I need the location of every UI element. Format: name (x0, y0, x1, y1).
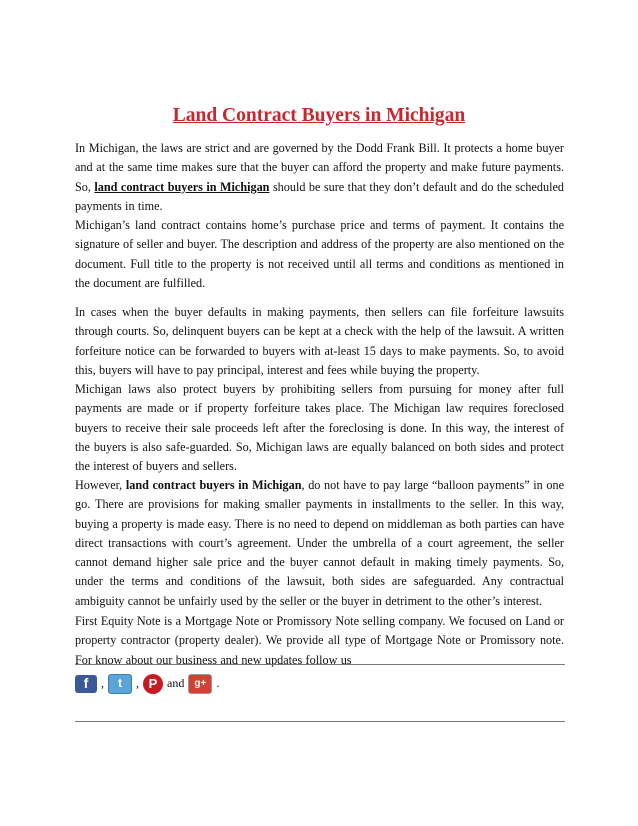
paragraph-1-post: should be sure that they don’t default and do the scheduled payments in time. (75, 179, 565, 213)
paragraph-5-keyword: land contract buyers in Michigan (125, 478, 302, 492)
paragraph-3: In cases when the buyer defaults in making payments, then sellers can file forfeiture lawsuits through courts. So, delinquent buyers can be kept at a check with the help of the lawsuit. A written forfeiture notice can be forwarded to buyers with at-least 15 days to make payments. So, to avoid this, buyers will have to pay principal, interest and fees while buying the property. (75, 305, 564, 377)
paragraph-2: Michigan’s land contract contains home’s purchase price and terms of payment. It contains the signature of seller and buyer. The description and address of the property are also mentioned on the document. Full title to the property is not received until all terms and conditions as mentioned in the document are fulfilled. (75, 218, 564, 290)
social-separator-1: , (101, 676, 104, 691)
social-links (75, 673, 223, 695)
paragraph-1-pre: In Michigan, the laws are strict and are governed by the Dodd Frank Bill. It protects a home buyer and at the same time makes sure that the buyer can afford the property and make future payments. So, (75, 141, 564, 194)
divider-top (75, 664, 565, 665)
paragraph-5-post: , do not have to pay large “balloon payments” in one go. There are provisions for making smaller payments in installments to the seller. In this way, buying a property is made easy. There is no need to depend on middleman as both parties can have direct transactions with court’s agreement. Under the umbrella of a court agreement, the seller cannot demand higher sale price and the buyer cannot default in making timely payments. So, under the terms and conditions of the lawsuit, both sides are safeguarded. Any contractual ambiguity cannot be unfairly used by the seller or the buyer in detriment to the other’s interest. (75, 478, 564, 608)
paragraph-5 (75, 476, 564, 611)
divider-bottom (75, 721, 565, 722)
paragraph-1 (75, 139, 564, 216)
paragraph-6: First Equity Note is a Mortgage Note or Promissory Note selling company. We focused on Land or property contractor (property dealer). We provide all type of Mortgage Note or Promissory note. For know about our business and new updates follow us (75, 614, 564, 667)
facebook-icon[interactable]: f (75, 675, 97, 693)
paragraph-4: Michigan laws also protect buyers by prohibiting sellers from pursuing for money after full payments are made or if property forfeiture takes place. The Michigan law requires foreclosed buyers to receive their sale proceeds left after the foreclosing is done. In this way, the interest of the buyers is also safe-guarded. So, Michigan laws are equally balanced on both sides and protect the interest of buyers and sellers. (75, 382, 564, 474)
social-separator-2: , (136, 676, 139, 691)
paragraph-1-keyword-link[interactable]: land contract buyers in Michigan (94, 179, 270, 194)
social-end: . (216, 676, 220, 691)
twitter-icon[interactable]: t (108, 674, 132, 694)
google-plus-icon[interactable]: g+ (188, 674, 212, 694)
document-title: Land Contract Buyers in Michigan (172, 105, 466, 126)
pinterest-icon[interactable]: P (143, 674, 163, 694)
social-and: and (167, 676, 185, 691)
paragraph-5-pre: However, (75, 478, 126, 492)
